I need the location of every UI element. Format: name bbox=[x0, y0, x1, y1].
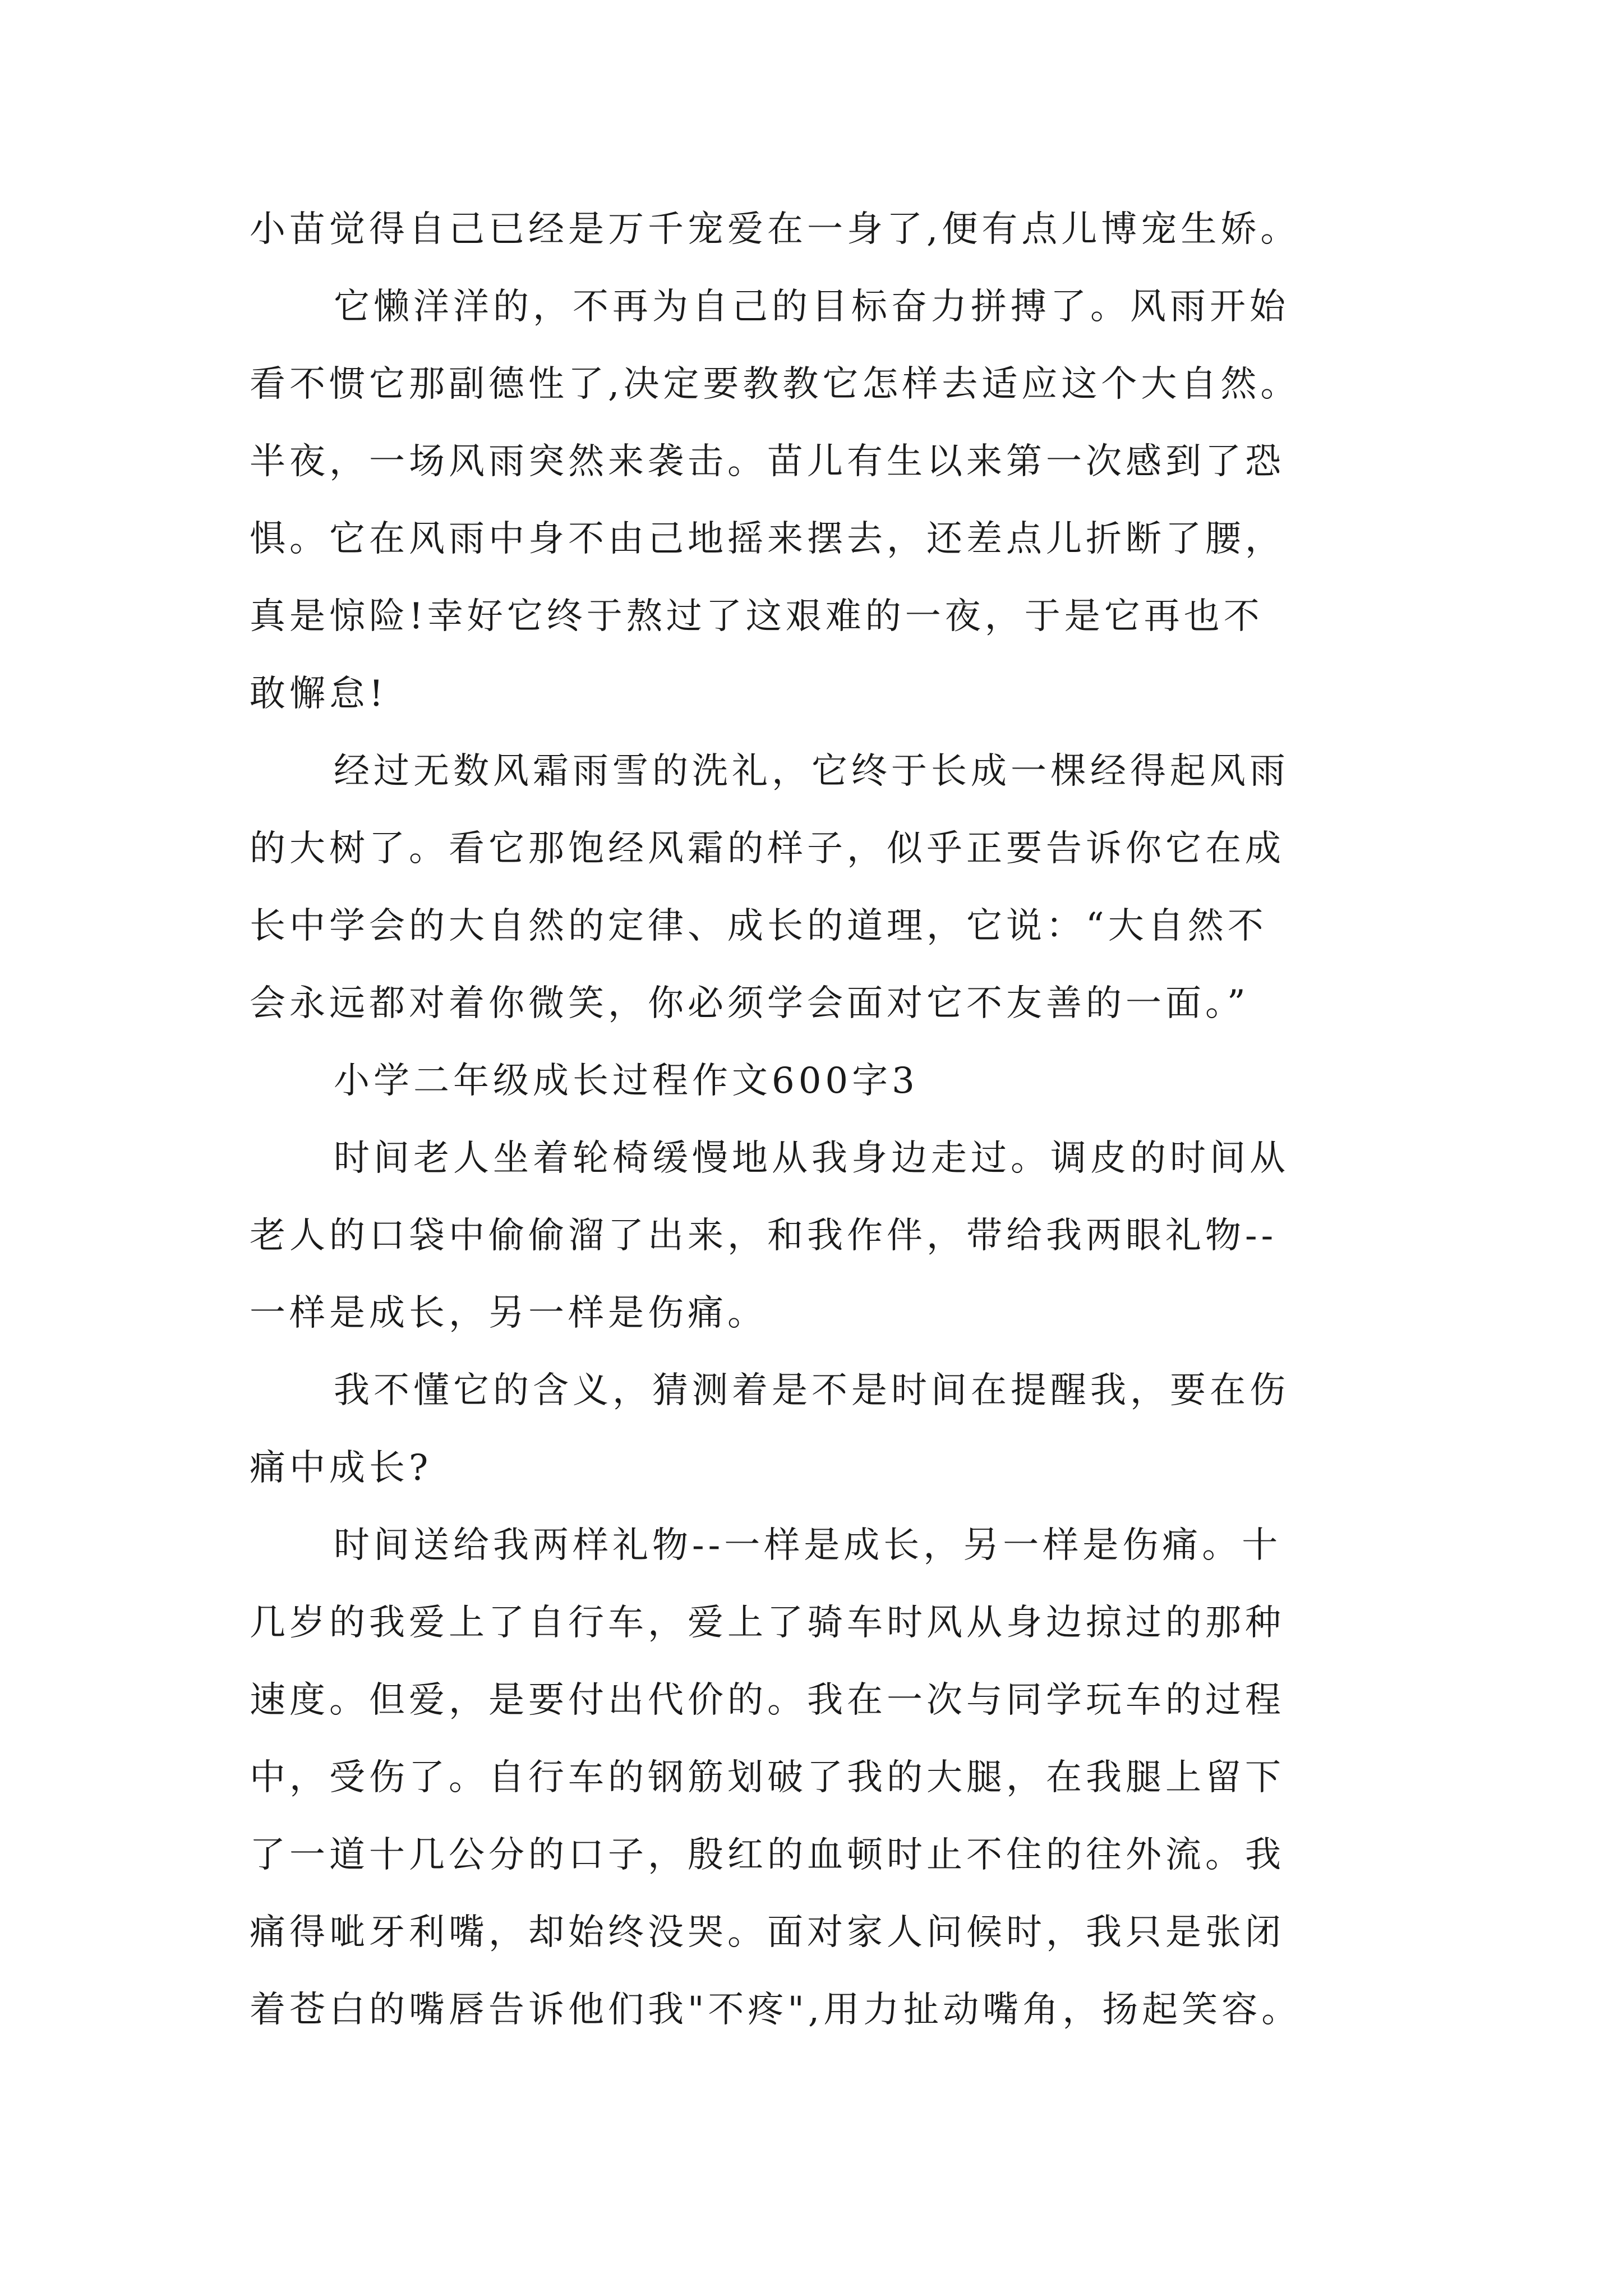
text-line: 敢懈怠! bbox=[250, 673, 388, 715]
text-line: 速度。但爱，是要付出代价的。我在一次与同学玩车的过程 bbox=[250, 1680, 1285, 1721]
section-heading: 小学二年级成长过程作文600字3 bbox=[334, 1060, 919, 1102]
text-line: 它懒洋洋的，不再为自己的目标奋力拼搏了。风雨开始 bbox=[334, 286, 1289, 328]
text-line: 会永远都对着你微笑，你必须学会面对它不友善的一面。” bbox=[250, 983, 1249, 1024]
text-line: 几岁的我爱上了自行车，爱上了骑车时风从身边掠过的那种 bbox=[250, 1602, 1285, 1644]
text-line: 时间老人坐着轮椅缓慢地从我身边走过。调皮的时间从 bbox=[334, 1138, 1289, 1179]
text-line: 老人的口袋中偷偷溜了出来，和我作伴，带给我两眼礼物-- bbox=[250, 1215, 1278, 1257]
essay-text bbox=[250, 191, 1433, 2049]
text-line: 的大树了。看它那饱经风霜的样子，似乎正要告诉你它在成 bbox=[250, 828, 1285, 869]
text-line: 长中学会的大自然的定律、成长的道理，它说：“大自然不 bbox=[250, 905, 1267, 947]
text-line: 经过无数风霜雨雪的洗礼，它终于长成一棵经得起风雨 bbox=[334, 751, 1289, 792]
text-line: 小苗觉得自己已经是万千宠爱在一身了,便有点儿博宠生娇。 bbox=[250, 209, 1301, 250]
text-line: 时间送给我两样礼物--一样是成长，另一样是伤痛。十 bbox=[334, 1525, 1282, 1566]
text-line: 痛得呲牙利嘴，却始终没哭。面对家人问候时，我只是张闭 bbox=[250, 1912, 1285, 1953]
text-line: 我不懂它的含义，猜测着是不是时间在提醒我，要在伤 bbox=[334, 1370, 1289, 1411]
text-line: 一样是成长，另一样是伤痛。 bbox=[250, 1292, 767, 1334]
text-line: 看不惯它那副德性了,决定要教教它怎样去适应这个大自然。 bbox=[250, 364, 1301, 405]
text-line: 痛中成长? bbox=[250, 1447, 432, 1489]
text-line: 惧。它在风雨中身不由己地摇来摆去，还差点儿折断了腰， bbox=[250, 518, 1285, 560]
text-line: 着苍白的嘴唇告诉他们我"不疼",用力扯动嘴角，扬起笑容。 bbox=[250, 1989, 1302, 2031]
text-line: 真是惊险!幸好它终于熬过了这艰难的一夜，于是它再也不 bbox=[250, 596, 1264, 637]
text-line: 半夜，一场风雨突然来袭击。苗儿有生以来第一次感到了恐 bbox=[250, 441, 1285, 482]
text-line: 中，受伤了。自行车的钢筋划破了我的大腿，在我腿上留下 bbox=[250, 1757, 1285, 1798]
text-line: 了一道十几公分的口子，殷红的血顿时止不住的往外流。我 bbox=[250, 1834, 1285, 1876]
